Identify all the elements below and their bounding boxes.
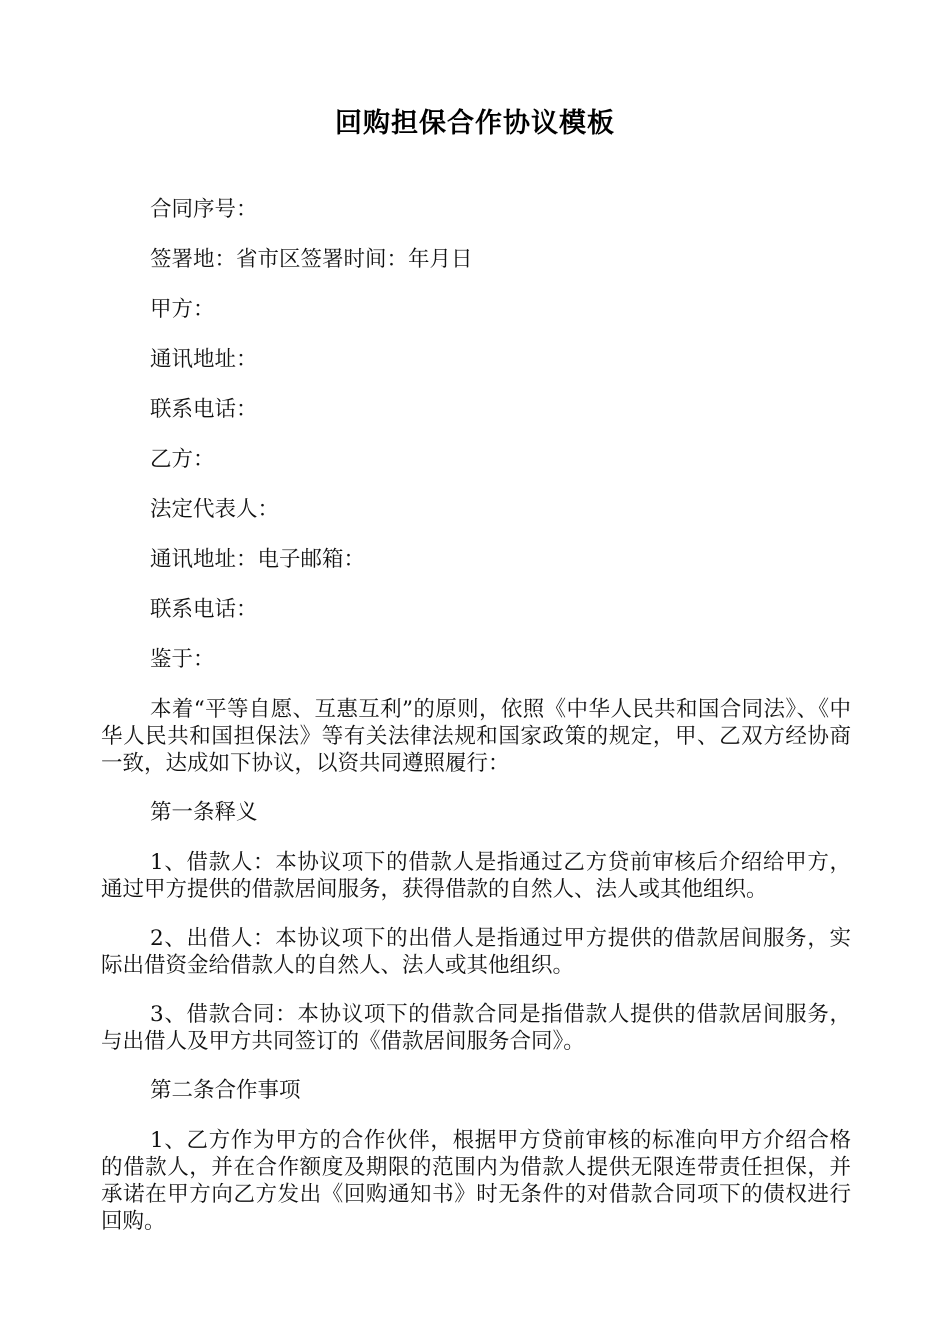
party-b-field: 乙方：: [150, 447, 215, 472]
article-1-item-1: 1、借款人：本协议项下的借款人是指通过乙方贷前审核后介绍给甲方，通过甲方提供的借款居间服务，获得借款的自然人、法人或其他组织。: [101, 850, 851, 902]
party-b-address-email-field: 通讯地址：电子邮箱：: [150, 547, 366, 572]
contract-number-field: 合同序号：: [150, 197, 258, 222]
party-a-address-field: 通讯地址：: [150, 347, 258, 372]
article-1-item-3: 3、借款合同：本协议项下的借款合同是指借款人提供的借款居间服务，与出借人及甲方共同签订的《借款居间服务合同》。: [101, 1002, 851, 1054]
party-a-field: 甲方：: [150, 297, 215, 322]
intro-paragraph: 本着“平等自愿、互惠互利”的原则，依照《中华人民共和国合同法》、《中华人民共和国担保法》等有关法律法规和国家政策的规定，甲、乙双方经协商一致，达成如下协议，以资共同遵照履行：: [101, 697, 851, 776]
whereas-field: 鉴于：: [150, 647, 215, 672]
party-a-phone-field: 联系电话：: [150, 397, 258, 422]
article-2-heading: 第二条合作事项: [150, 1078, 301, 1103]
party-b-phone-field: 联系电话：: [150, 597, 258, 622]
document-body: [101, 196, 851, 1257]
legal-representative-field: 法定代表人：: [150, 497, 280, 522]
article-1-item-2: 2、出借人：本协议项下的出借人是指通过甲方提供的借款居间服务，实际出借资金给借款人的自然人、法人或其他组织。: [101, 926, 851, 978]
article-2-item-1: 1、乙方作为甲方的合作伙伴，根据甲方贷前审核的标准向甲方介绍合格的借款人，并在合作额度及期限的范围内为借款人提供无限连带责任担保，并承诺在甲方向乙方发出《回购通知书》时无条件的对借款合同项下的债权进行回购。: [101, 1128, 851, 1234]
signing-place-time-field: 签署地：省市区签署时间：年月日: [150, 247, 473, 272]
document-title: 回购担保合作协议模板: [335, 108, 615, 139]
article-1-heading: 第一条释义: [150, 800, 258, 825]
